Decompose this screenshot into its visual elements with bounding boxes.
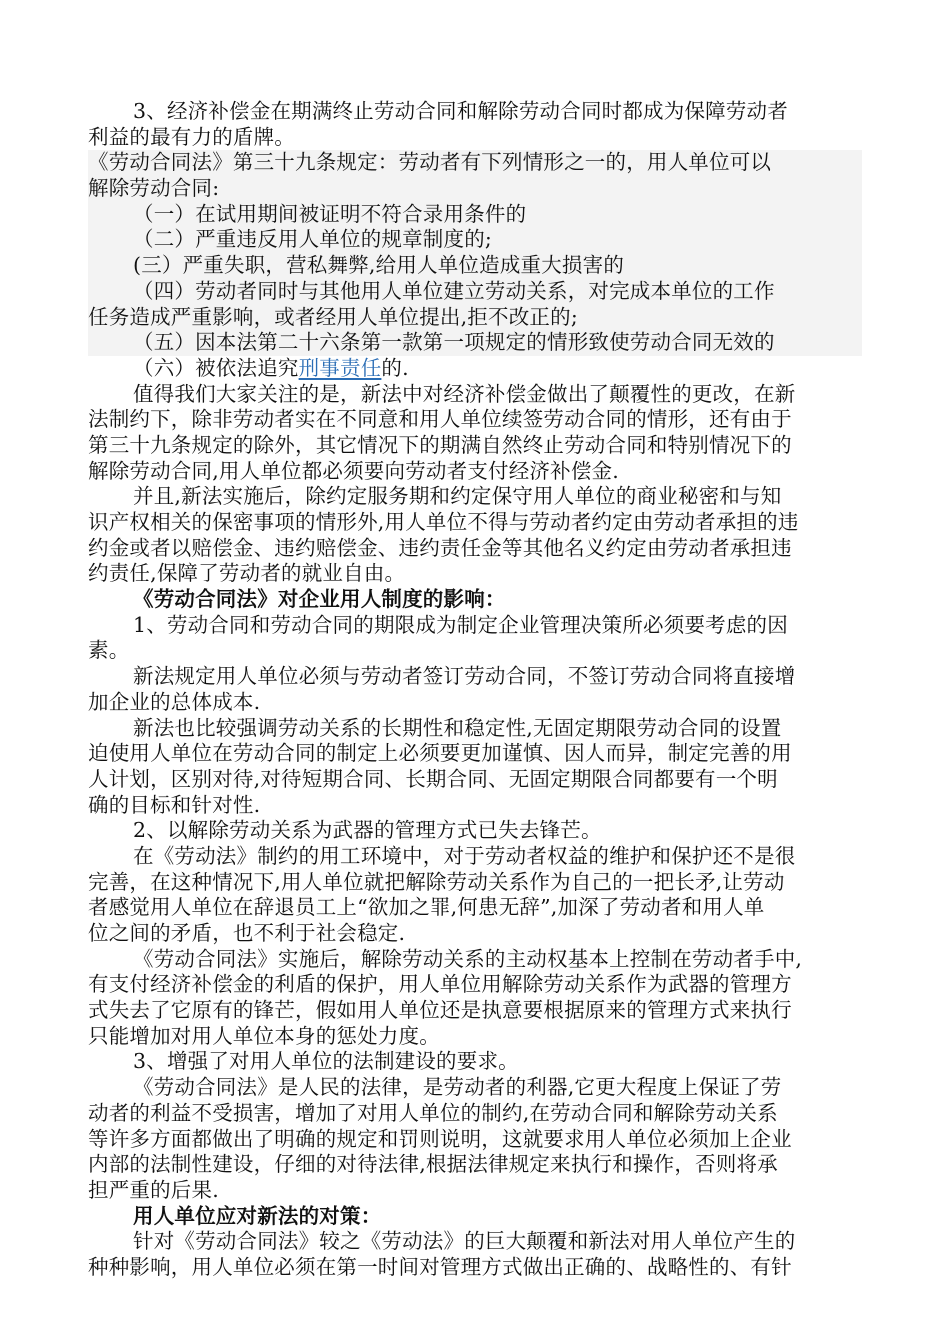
- paragraph-line: 值得我们大家关注的是，新法中对经济补偿金做出了颠覆性的更改，在新: [133, 381, 796, 406]
- paragraph-line: 《劳动合同法》实施后，解除劳动关系的主动权基本上控制在劳动者手中,: [133, 946, 803, 971]
- section-heading: 《劳动合同法》对企业用人制度的影响：: [133, 587, 506, 612]
- article-39-block: [88, 150, 862, 356]
- list-item: （五）因本法第二十六条第一款第一项规定的情形致使劳动合同无效的: [133, 330, 775, 355]
- paragraph-line: 解除劳动合同:: [88, 176, 220, 201]
- list-item: （二）严重违反用人单位的规章制度的;: [133, 227, 493, 252]
- paragraph-line: 识产权相关的保密事项的情形外,用人单位不得与劳动者约定由劳动者承担的违: [88, 510, 799, 534]
- paragraph-line: 种种影响，用人单位必须在第一时间对管理方式做出正确的、战略性的、有针: [88, 1254, 792, 1279]
- paragraph-line: 2、以解除劳动关系为武器的管理方式已失去锋芒。: [133, 818, 602, 843]
- paragraph-line: 式失去了它原有的锋芒，假如用人单位还是执意要根据原来的管理方式来执行: [88, 998, 792, 1023]
- paragraph-line: 利益的最有力的盾牌。: [88, 124, 295, 149]
- list-item: （四）劳动者同时与其他用人单位建立劳动关系，对完成本单位的工作: [133, 278, 775, 303]
- paragraph-line: 解除劳动合同,用人单位都必须要向劳动者支付经济补偿金.: [88, 458, 619, 483]
- paragraph-line: 新法也比较强调劳动关系的长期性和稳定性,无固定期限劳动合同的设置: [133, 715, 782, 740]
- paragraph-line: 约责任,保障了劳动者的就业自由。: [88, 561, 406, 586]
- paragraph-line: 加企业的总体成本.: [88, 689, 261, 714]
- paragraph-line: 约金或者以赔偿金、违约赔偿金、违约责任金等其他名义约定由劳动者承担违: [88, 535, 792, 560]
- paragraph-line: 法制约下，除非劳动者实在不同意和用人单位续签劳动合同的情形，还有由于: [88, 407, 792, 432]
- paragraph-line: 有支付经济补偿金的利盾的保护，用人单位用解除劳动关系作为武器的管理方: [88, 972, 792, 997]
- paragraph-line: 人计划，区别对待,对待短期合同、长期合同、无固定期限合同都要有一个明: [88, 766, 778, 791]
- list-item: （一）在试用期间被证明不符合录用条件的: [133, 201, 527, 226]
- paragraph-line: 完善，在这种情况下,用人单位就把解除劳动关系作为自己的一把长矛,让劳动: [88, 869, 785, 894]
- paragraph-line: 针对《劳动合同法》较之《劳动法》的巨大颠覆和新法对用人单位产生的: [133, 1229, 796, 1254]
- paragraph-line: 动者的利益不受损害，增加了对用人单位的制约,在劳动合同和解除劳动关系: [88, 1100, 778, 1125]
- paragraph-line: 确的目标和针对性.: [88, 792, 261, 817]
- paragraph-line: 1、劳动合同和劳动合同的期限成为制定企业管理决策所必须要考虑的因: [133, 612, 788, 637]
- paragraph-line: 《劳动合同法》是人民的法律，是劳动者的利器,它更大程度上保证了劳: [133, 1075, 782, 1100]
- paragraph-line: 迫使用人单位在劳动合同的制定上必须要更加谨慎、因人而异，制定完善的用: [88, 741, 792, 766]
- criminal-liability-link[interactable]: 刑事责任: [298, 355, 382, 380]
- paragraph-line: 在《劳动法》制约的用工环境中，对于劳动者权益的维护和保护还不是很: [133, 843, 796, 868]
- list-item-continuation: 任务造成严重影响，或者经用人单位提出,拒不改正的;: [88, 304, 578, 329]
- paragraph-line: 《劳动合同法》第三十九条规定：劳动者有下列情形之一的，用人单位可以: [88, 150, 772, 175]
- paragraph-line: 等许多方面都做出了明确的规定和罚则说明，这就要求用人单位必须加上企业: [88, 1126, 792, 1151]
- list-item-text: 的.: [381, 355, 409, 380]
- list-item: [88, 356, 862, 382]
- paragraph-line: 者感觉用人单位在辞退员工上“欲加之罪,何患无辞”,加深了劳动者和用人单: [88, 895, 765, 920]
- paragraph-line: 内部的法制性建设，仔细的对待法律,根据法律规定来执行和操作，否则将承: [88, 1152, 778, 1177]
- paragraph-line: 位之间的矛盾，也不利于社会稳定.: [88, 921, 406, 945]
- paragraph-line: 素。: [88, 638, 130, 663]
- list-item-text: （六）被依法追究: [133, 355, 299, 380]
- paragraph-line: 第三十九条规定的除外，其它情况下的期满自然终止劳动合同和特别情况下的: [88, 432, 792, 457]
- list-item: (三）严重失职，营私舞弊,给用人单位造成重大损害的: [133, 253, 625, 278]
- paragraph-line: 3、经济补偿金在期满终止劳动合同和解除劳动合同时都成为保障劳动者: [133, 99, 788, 123]
- section-heading: 用人单位应对新法的对策：: [133, 1203, 382, 1228]
- paragraph-line: 只能增加对用人单位本身的惩处力度。: [88, 1023, 440, 1048]
- paragraph-line: 并且,新法实施后，除约定服务期和约定保守用人单位的商业秘密和与知: [133, 484, 782, 509]
- paragraph-line: 3、增强了对用人单位的法制建设的要求。: [133, 1049, 519, 1074]
- paragraph-line: 担严重的后果.: [88, 1177, 219, 1202]
- paragraph-line: 新法规定用人单位必须与劳动者签订劳动合同，不签订劳动合同将直接增: [133, 664, 796, 689]
